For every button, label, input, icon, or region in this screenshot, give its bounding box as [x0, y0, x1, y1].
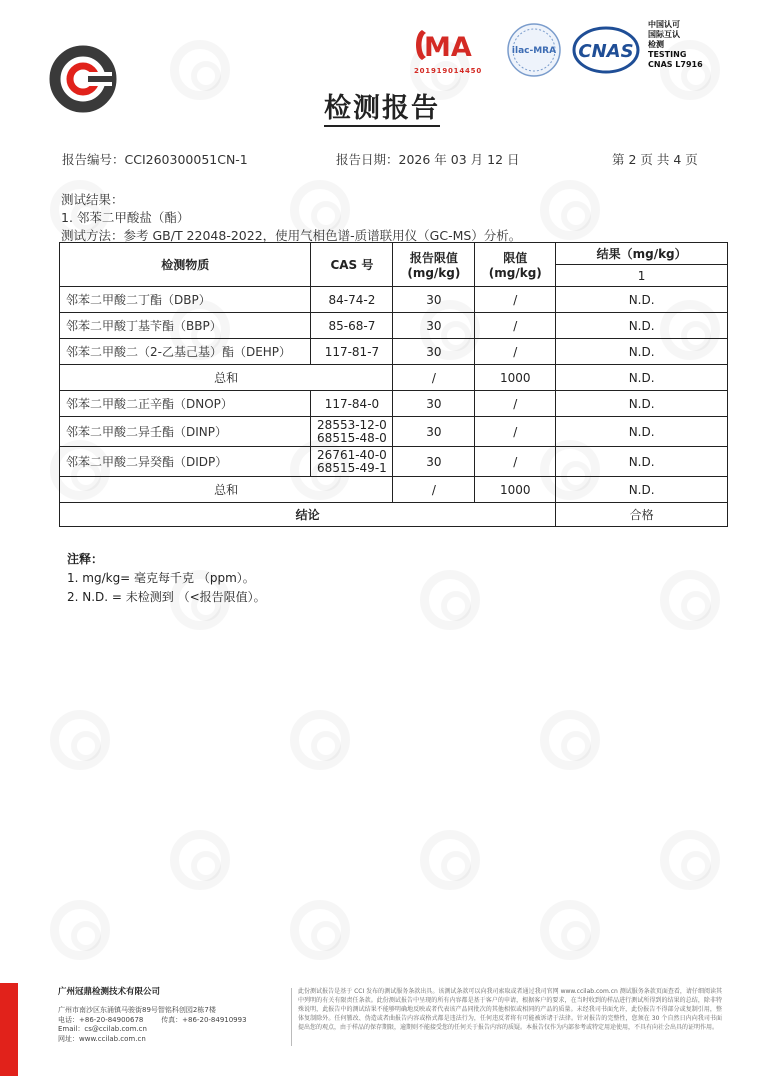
company-website: 网址：www.ccilab.com.cn — [58, 1035, 146, 1044]
company-email: Email：cs@ccilab.com.cn — [58, 1025, 147, 1034]
header-limit: 限值 (mg/kg) — [475, 243, 556, 287]
footer-divider — [291, 988, 292, 1046]
table-row: 邻苯二甲酸二正辛酯（DNOP） 117-84-0 30 / N.D. — [60, 391, 728, 417]
cnas-text: CNAS — [578, 41, 634, 62]
company-name: 广州冠鼎检测技术有限公司 — [58, 987, 161, 997]
test-method: 测试方法：参考 GB/T 22048-2022，使用气相色谱-质谱联用仪（GC-MS）分析。 — [61, 228, 522, 243]
header-report-limit: 报告限值 (mg/kg) — [393, 243, 475, 287]
table-row: 邻苯二甲酸二（2-乙基己基）酯（DEHP） 117-81-7 30 / N.D. — [60, 339, 728, 365]
results-table — [59, 242, 728, 527]
table-row: 邻苯二甲酸二异壬酯（DINP） 28553-12-0 68515-48-0 30 / N.D. — [60, 417, 728, 447]
company-phone: 电话：+86-20-84900678 — [58, 1015, 144, 1024]
cnas-accreditation-text: 中国认可 国际互认 检测 TESTING CNAS L7916 — [648, 20, 703, 69]
note-item: 1. mg/kg= 毫克每千克 （ppm）。 — [67, 571, 255, 585]
notes-title: 注释： — [67, 552, 104, 566]
cma-text: MA — [424, 32, 472, 63]
header-cas: CAS 号 — [311, 243, 393, 287]
item-heading: 1. 邻苯二甲酸盐（酯） — [61, 210, 190, 225]
sum-row: 总和 / 1000 N.D. — [60, 365, 728, 391]
document-title: 检测报告 — [0, 86, 764, 125]
cnas-logo — [572, 26, 640, 74]
sum-row: 总和 / 1000 N.D. — [60, 477, 728, 503]
cma-logo — [412, 24, 484, 76]
header-sample-number: 1 — [556, 265, 728, 287]
header-result: 结果（mg/kg） — [556, 243, 728, 265]
cma-number: 201919014450 — [413, 67, 483, 75]
conclusion-row — [60, 503, 728, 527]
table-header-row — [60, 243, 728, 265]
report-number: 报告编号：CCI260300051CN-1 — [62, 152, 248, 167]
conclusion-label: 结论 — [60, 503, 556, 527]
note-item: 2. N.D. = 未检测到 （<报告限值）。 — [67, 590, 266, 604]
footer-accent-bar — [0, 983, 18, 1076]
header-substance: 检测物质 — [60, 243, 311, 287]
table-row: 邻苯二甲酸丁基苄酯（BBP） 85-68-7 30 / N.D. — [60, 313, 728, 339]
footer-disclaimer: 此份测试报告是基于 CCI 发布的测试服务条款出具。该测试条款可以向我司索取或者通过我司官网 www.ccilab.com.cn 测试服务条款页面查看，请仔细阅读其中列明的有关有限责任条款。此份测试报告中呈现的所有内容都是基于客户的申请，根据客户的要求，在当时收到的样品进行测试所得到的结果的总结，除非特殊说明，此报告中的测试结果不能够明确地反映或者代表该产品同批次的其他相似或相同的产品的质量。未经我司书面允许，此份报告不得部分或复制引用，整体复制除外。任何篡改、伪造或者曲报告内容或格式都是违法行为，任何违反者将有可能被诉诸于法律。针对报告的完整性，您须在 30 个自然日内向我司书面提出您的观点，由于样品的保存期限，逾期则不能接受您的任何关于报告内容的质疑。本报告仅作为内部参考或特定用途使用，不具有向社会出具的证明作用。 — [298, 988, 722, 1031]
result-heading: 测试结果： — [61, 192, 124, 207]
ilac-text: ilac-MRA — [511, 46, 557, 56]
table-row: 邻苯二甲酸二异癸酯（DIDP） 26761-40-0 68515-49-1 30 / N.D. — [60, 447, 728, 477]
footer-contact — [58, 988, 247, 1045]
company-fax: 传真：+86-20-84910993 — [161, 1015, 247, 1024]
ilac-mra-logo — [503, 22, 565, 78]
company-address: 广州市南沙区东涌镇马骏街89号智铭科创园2栋7楼 — [58, 1005, 216, 1014]
conclusion-value: 合格 — [556, 503, 728, 527]
page-info: 第 2 页 共 4 页 — [612, 152, 698, 167]
report-date: 报告日期：2026 年 03 月 12 日 — [336, 152, 520, 167]
notes — [67, 550, 266, 607]
table-row: 邻苯二甲酸二丁酯（DBP） 84-74-2 30 / N.D. — [60, 287, 728, 313]
